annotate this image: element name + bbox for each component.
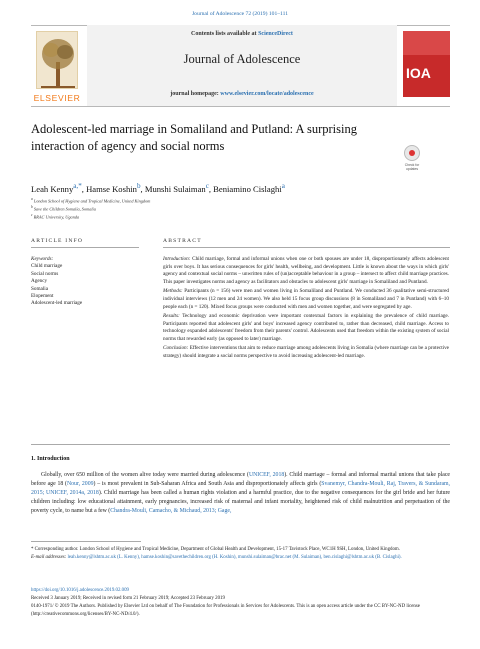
homepage-line bbox=[87, 91, 397, 97]
abstract-end-rule bbox=[31, 444, 450, 445]
article-title bbox=[31, 121, 391, 156]
abstract-conclusion: Conclusion: Effective interventions that aim to reduce marriage among adolescents living in Somalia (where marriage can be a protective strategy) should integrate a social norms perspective to avoid increasing adolescent-led marriage. bbox=[163, 345, 449, 360]
author-sup[interactable]: c bbox=[205, 182, 209, 190]
journal-header bbox=[31, 25, 450, 107]
tree-logo-icon bbox=[36, 31, 78, 89]
received-dates: Received 3 January 2019; Received in revised form 21 February 2019; Accepted 23 February 2019 bbox=[31, 595, 225, 601]
author-name[interactable]: Leah Kenny bbox=[31, 183, 74, 194]
title-line-1: Adolescent-led marriage in Somaliland and Putland: A surprising bbox=[31, 122, 357, 136]
citation-link[interactable]: Nour, 2009 bbox=[66, 480, 94, 487]
abstract-body bbox=[163, 256, 449, 362]
crossmark-label: Check for updates bbox=[404, 163, 420, 171]
keywords-heading: Keywords: bbox=[31, 256, 54, 262]
sciencedirect-link[interactable]: ScienceDirect bbox=[258, 31, 293, 37]
author-name[interactable]: Hamse Koshin bbox=[86, 183, 137, 194]
affiliation: $^b$ Save the Children Somalia, Somalia bbox=[31, 205, 96, 212]
header-center bbox=[87, 25, 397, 106]
article-meta bbox=[31, 587, 450, 618]
cover-text: IOA bbox=[406, 65, 431, 81]
section-heading-introduction: 1. Introduction bbox=[31, 456, 70, 462]
email-addresses: E-mail addresses: leah.kenny@lshtm.ac.uk (L. Kenny), hamse.koshin@savethechildren.org (H. Koshin), munshi.sulaiman@brac.net (M. Sulaiman), ben.cislaghi@lshtm.ac.uk (B. Cislaghi). bbox=[31, 554, 402, 560]
article-info-rule bbox=[31, 247, 139, 248]
author-list: Leah Kenny$^{a,*}$, Hamse Koshin$^b$, Munshi Sulaiman$^c$, Beniamino Cislaghi$^a$ bbox=[31, 182, 285, 194]
introduction-paragraph: Globally, over 650 million of the women alive today were married during adolescence (UNICEF, 2018). Child marriage – formal and informal marital unions that take place before age 18 (Nour, 2009) – is most prevalent in Sub-Saharan Africa and South Asia and disproportionately affects girls (Svanemyr, Chandra-Mouli, Raj, Travers, & Sundaram, 2015; UNICEF, 2014a, 2018). Child marriage has been called a human rights violation and a harmful practice, due to the negative consequences for the girl bride and her future children including: low educational attainment, early pregnancies, increased risk of maternal and infant mortality, heightened risk of child malnutrition and perpetuation of the poverty cycle, to name but a few (Chandra-Mouli, Camacho, & Michaud, 2013; Gage, bbox=[31, 472, 451, 514]
keyword: Adolescent-led marriage bbox=[31, 300, 83, 307]
corresponding-author-note: * Corresponding author. London School of Hygiene and Tropical Medicine, Department of Global Health and Development, 15-17 Tavistock Place, WC1H 9SH, London, United Kingdom. bbox=[31, 547, 400, 552]
cover-band bbox=[403, 31, 450, 55]
header-bottom-rule bbox=[31, 106, 450, 107]
author-sup[interactable]: a bbox=[281, 182, 285, 190]
keyword: Agency bbox=[31, 278, 48, 285]
publisher-name: ELSEVIER bbox=[33, 93, 81, 103]
citation-link[interactable]: UNICEF, 2018 bbox=[248, 472, 285, 478]
journal-title[interactable]: Journal of Adolescence bbox=[183, 52, 301, 66]
title-line-2: interaction of agency and social norms bbox=[31, 139, 225, 154]
homepage-prefix: journal homepage: bbox=[170, 91, 221, 97]
homepage-link[interactable]: www.elsevier.com/locate/adolescence bbox=[220, 91, 314, 97]
affiliations bbox=[31, 197, 150, 221]
abstract-introduction: Introduction: Child marriage, formal and informal unions when one or both spouses are under 18, disproportionately affects adolescent girls over boys. It has serious consequences for girls' health, wellbeing, and development. Little is known about the ways in which girls' agency and contextual social norms – unwritten rules of (un)acceptable behaviour in a group – intersect to affect child marriage practices. This paper investigates norms and agency as facilitators and obstacles to adolescent girls' marriage in Somaliland and Puntland. bbox=[163, 256, 450, 286]
crossmark-button[interactable] bbox=[401, 145, 423, 175]
keyword: Social norms bbox=[31, 270, 59, 277]
keywords-block bbox=[31, 256, 139, 308]
publisher-logo[interactable] bbox=[31, 31, 83, 105]
crossmark-icon bbox=[404, 145, 420, 161]
author-name[interactable]: Munshi Sulaiman bbox=[144, 183, 206, 194]
citation-link[interactable]: Chandra-Mouli, Camacho, & Michaud, 2013; Gage, bbox=[110, 507, 232, 514]
author-sup[interactable]: a,* bbox=[73, 182, 82, 190]
email-links[interactable]: leah.kenny@lshtm.ac.uk (L. Kenny), hamse.koshin@savethechildren.org (H. Koshin), munshi.sulaiman@brac.net (M. Sulaiman), ben.cislaghi@lshtm.ac.uk (B. Cislaghi). bbox=[67, 554, 402, 560]
footnotes bbox=[31, 546, 450, 562]
keyword: Child marriage bbox=[31, 263, 63, 270]
abstract-heading: ABSTRACT bbox=[163, 238, 202, 244]
contents-line bbox=[87, 31, 397, 37]
abstract-results: Results: Technology and economic deprivation were important contextual factors in explaining the prevalence of child marriage. Participants reported that adolescent girls' and boys' increased agency contributed to, rather than decreased, child marriage. Access to technology expanded adolescents' freedom from their parents' control. Adolescents used that freedom within the existing system of social norms that rewarded early (as opposed to later) marriage. bbox=[163, 313, 449, 343]
author-name[interactable]: Beniamino Cislaghi bbox=[213, 183, 282, 194]
running-head[interactable]: Journal of Adolescence 72 (2019) 101–111 bbox=[191, 11, 289, 17]
article-info-heading: ARTICLE INFO bbox=[31, 238, 84, 244]
abstract-methods: Methods: Participants (n = 156) were men and women living in Somaliland and Puntland. We conducted 36 qualitative semi-structured individual interviews (12 men and 24 women). We also held 15 focus group discussions (8 in Somaliland and 7 in Puntland) with 6–10 people each (n = 120). Mixed focus groups were conducted with men and women together, and were segregated by age. bbox=[163, 288, 450, 310]
abstract-rule bbox=[163, 247, 450, 248]
keyword: Elopement bbox=[31, 292, 54, 299]
author-sup[interactable]: b bbox=[136, 182, 141, 190]
journal-cover[interactable] bbox=[403, 31, 450, 97]
affiliation: $^a$ London School of Hygiene and Tropical Medicine, United Kingdom bbox=[31, 197, 151, 204]
doi-link[interactable]: https://doi.org/10.1016/j.adolescence.2019.02.009 bbox=[31, 588, 129, 593]
affiliation: $^c$ BRAC University, Uganda bbox=[31, 213, 80, 220]
keyword: Somalia bbox=[31, 285, 49, 292]
contents-prefix: Contents lists available at bbox=[191, 31, 259, 37]
copyright-notice: 0140-1971/ © 2019 The Authors. Published by Elsevier Ltd on behalf of The Foundation for Professionals in Services for Adolescents. This is an open access article under the CC BY-NC-ND license (http://creativecommons.org/licenses/BY-NC-ND/4.0/). bbox=[31, 603, 420, 617]
footnote-rule bbox=[31, 541, 141, 542]
citation-link[interactable]: Svanemyr, Chandra-Mouli, Raj, Travers, & Sundaram, 2015; UNICEF, 2014a, 2018 bbox=[31, 480, 450, 496]
